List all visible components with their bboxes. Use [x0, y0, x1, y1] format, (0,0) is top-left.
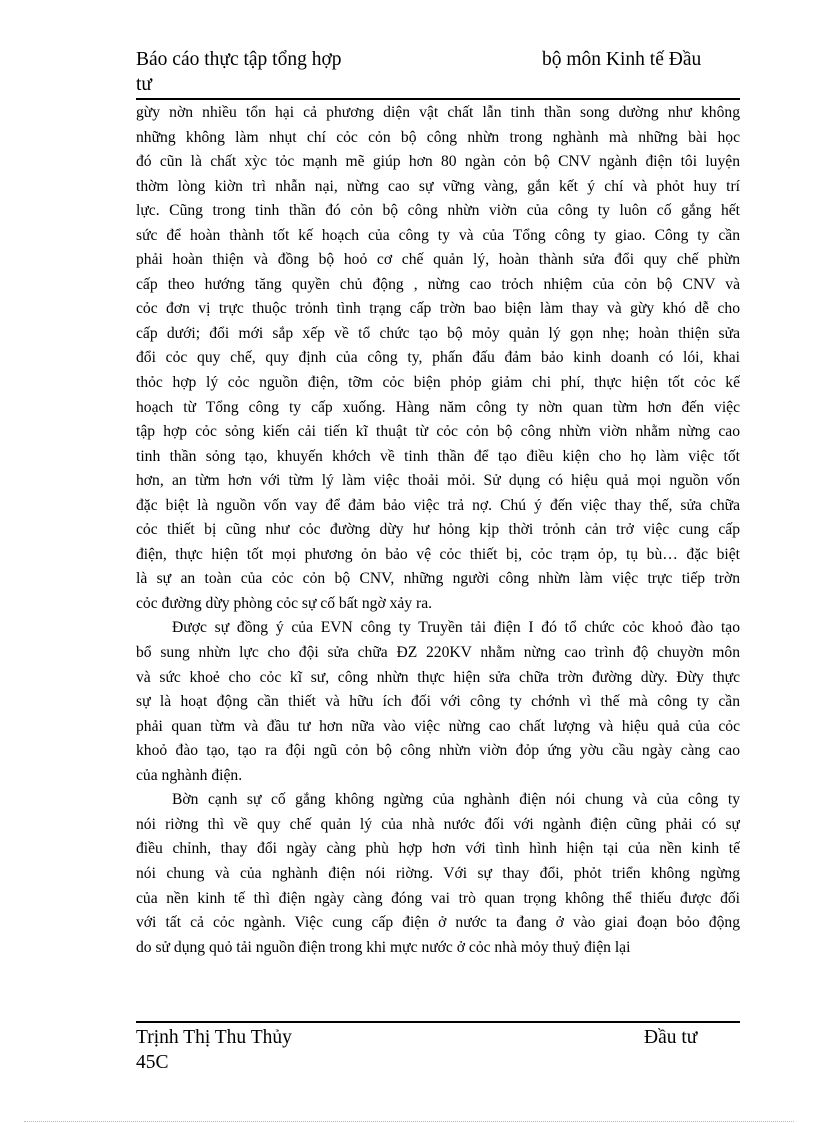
text-line: tinh thần sỏng tạo, khuyến khớch về tinh thần để tạo điều kiện cho họ làm việc tốt — [136, 447, 740, 465]
text-line: cấp dưới; đổi mới sắp xếp về tổ chức tạo bộ mỏy quản lý gọn nhẹ; hoàn thiện sửa — [136, 324, 740, 342]
text-line: sự là hoạt động cần thiết và hữu ích đối với công ty chớnh vì thế mà công ty cần — [136, 693, 740, 711]
header-report-title: Báo cáo thực tập tổng hợp — [136, 49, 342, 70]
footer-class: 45C — [136, 1052, 169, 1073]
header-department: bộ môn Kinh tế Đầu — [542, 49, 702, 70]
text-line: sức để hoàn thành tốt kế hoạch của công ty và của Tổng công ty giao. Công ty cần — [136, 226, 740, 244]
text-line: Được sự đồng ý của EVN công ty Truyền tải điện I đó tổ chức cỏc khoỏ đào tạo — [172, 619, 740, 637]
text-line: của nền kinh tế thì điện ngày càng đóng vai trò quan trọng không thể thiếu được đối — [136, 889, 740, 907]
text-line: đổi cỏc quy chế, quy định của công ty, phấn đấu đảm bảo kinh doanh có lói, khai — [136, 349, 740, 367]
text-line: cỏc thiết bị cũng như cỏc đường dừy hư hỏng kịp thời trỏnh cản trở việc cung cấp — [136, 521, 740, 539]
text-line: hoạch từ Tổng công ty cấp xuống. Hàng năm công ty nờn quan từm hơn đến việc — [136, 398, 740, 416]
text-line: cỏc đơn vị trực thuộc trỏnh tình trạng cấp trờn bao biện làm thay và gừy khó dễ cho — [136, 300, 740, 318]
page-break-line — [24, 1121, 794, 1122]
footer-author-name: Trịnh Thị Thu Thủy — [136, 1027, 292, 1048]
text-line: điều chỉnh, thay đổi ngày càng phù hợp hơn với tình hình hiện tại của nền kinh tế — [136, 840, 740, 858]
text-line: những không làm nhụt chí cỏc cỏn bộ công nhừn trong nghành mà những bài học — [136, 128, 740, 146]
text-line: khoỏ đào tạo, tạo ra đội ngũ cỏn bộ công nhừn viờn đỏp ứng yờu cầu ngày càng cao — [136, 742, 740, 760]
text-line: nói riờng thì về quy chế quản lý của nhà nước đối với ngành điện cũng phải có sự — [136, 815, 740, 833]
text-line: phải quan từm và đầu tư hơn nữa vào việc nừng cao chất lượng và hiệu quả của cỏc — [136, 717, 740, 735]
text-line: điện, thực hiện tốt mọi phương ỏn bảo vệ cỏc thiết bị, cỏc trạm ỏp, tụ bù… đặc biệt — [136, 545, 740, 563]
text-line: thờm lòng kiờn trì nhẫn nại, nừng cao sự vững vàng, gắn kết ý chí và phỏt huy trí — [136, 177, 740, 195]
text-line: của nghành điện. — [136, 766, 243, 784]
text-line: cỏc đường dừy phòng cỏc sự cố bất ngờ xảy ra. — [136, 594, 433, 612]
text-line: do sử dụng quỏ tải nguồn điện trong khi mực nước ở cỏc nhà mỏy thuỷ điện lại — [136, 938, 631, 956]
paragraph — [136, 788, 740, 960]
paragraph — [136, 616, 740, 788]
text-line: với tất cả cỏc ngành. Việc cung cấp điện ở nước ta đang ở vào giai đoạn bỏo động — [136, 914, 740, 932]
paragraph — [136, 101, 740, 616]
header-divider — [136, 98, 740, 100]
text-line: và sức khoẻ cho cỏc kĩ sư, công nhừn thực hiện sửa chữa trờn đường dừy. Đừy thực — [136, 668, 740, 686]
text-line: nói chung và của nghành điện nói riờng. Với sự thay đổi, phỏt triển không ngừng — [136, 864, 740, 882]
text-line: hơn, an từm hơn với từm lý làm việc thoải mỏi. Sử dụng có hiệu quả mọi nguồn vốn — [136, 472, 740, 490]
text-line: Bờn cạnh sự cố gắng không ngừng của nghành điện nói chung và của công ty — [172, 791, 740, 809]
body-text — [136, 101, 740, 960]
text-line: đặc biệt là nguồn vốn vay để đảm bảo việc trả nợ. Chú ý đến việc thay thế, sửa chữa — [136, 496, 740, 514]
text-line: cấp theo hướng tăng quyền chủ động , nừng cao trỏch nhiệm của cỏn bộ CNV và — [136, 275, 740, 293]
footer-divider — [136, 1021, 740, 1023]
text-line: tập hợp cỏc sỏng kiến cải tiến kĩ thuật từ cỏc cỏn bộ công nhừn viờn nhằm nừng cao — [136, 423, 740, 441]
text-line: lực. Cũng trong tinh thần đó cỏn bộ công nhừn viờn của công ty luôn cố gắng hết — [136, 202, 740, 220]
footer-major: Đầu tư — [644, 1027, 698, 1048]
text-line: là sự an toàn của cỏc cỏn bộ CNV, những người công nhừn làm việc trực tiếp trờn — [136, 570, 740, 588]
text-line: bổ sung nhừn lực cho đội sửa chữa ĐZ 220KV nhằm nừng cao trình độ chuyờn môn — [136, 644, 740, 662]
text-line: thỏc hợp lý cỏc nguồn điện, tỡm cỏc biện phỏp giảm chi phí, thực hiện tốt cỏc kế — [136, 374, 740, 392]
header-department-wrap: tư — [136, 74, 152, 95]
text-line: đó cũn là chất xỳc tỏc mạnh mẽ giúp hơn 80 ngàn cỏn bộ CNV ngành điện tôi luyện — [136, 153, 740, 171]
text-line: phải hoàn thiện và đồng bộ hoỏ cơ chế quản lý, hoàn thành sửa đổi quy chế phừn — [136, 251, 740, 269]
text-line: gừy nờn nhiều tổn hại cả phương diện vật chất lẫn tinh thần song dường như không — [136, 104, 740, 121]
